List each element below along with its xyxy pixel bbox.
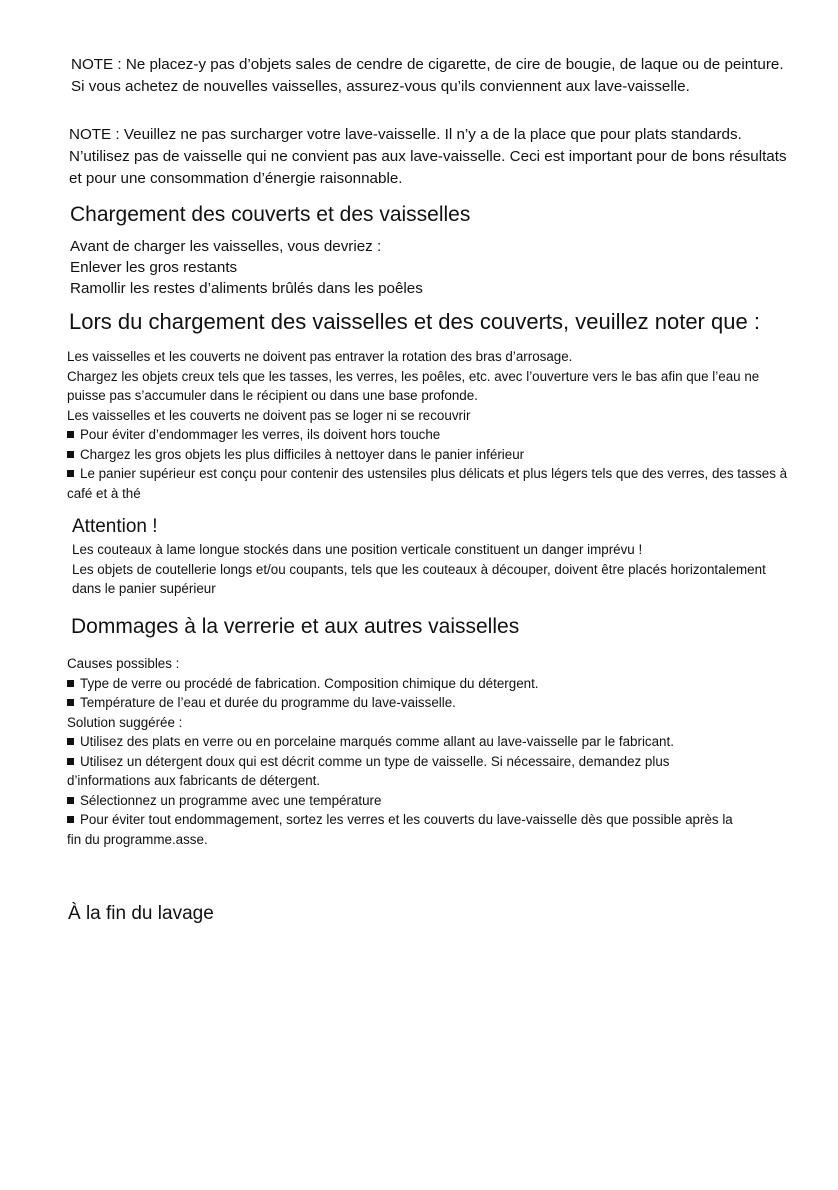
bullet-text: Le panier supérieur est conçu pour contenir des ustensiles plus délicats et plus légers tels que des verres, des tasses à café et à thé [67,466,788,501]
bullet-square-icon [67,699,74,706]
bullet-item [67,732,739,752]
bullet-text: Type de verre ou procédé de fabrication. Composition chimique du détergent. [80,675,539,691]
bullet-text: Utilisez un détergent doux qui est décrit comme un type de vaisselle. Si nécessaire, demandez plus d’informations aux fabricants de détergent. [67,753,670,788]
loading-line: Avant de charger les vaisselles, vous devriez : [70,238,382,255]
section-title-damage: Dommages à la verrerie et aux autres vaisselles [71,615,520,638]
solution-label: Solution suggérée : [67,714,183,730]
note-dirty-items: NOTE : Ne placez-y pas d’objets sales de cendre de cigarette, de cire de bougie, de laque ou de peinture. Si vous achetez de nouvelles vaisselles, assurez-vous qu’ils conviennent aux lave-vaisselle. [71,56,784,95]
loading-rules [67,347,799,503]
section-title-attention: Attention ! [72,516,158,537]
bullet-text: Pour éviter tout endommagement, sortez les verres et les couverts du lave-vaisselle dès que possible après la fin du programme.asse. [67,812,733,847]
bullet-square-icon [67,680,74,687]
bullet-square-icon [67,431,74,438]
bullet-text: Température de l’eau et durée du programme du lave-vaisselle. [80,695,456,710]
bullet-item [67,810,739,849]
bullet-text: Utilisez des plats en verre ou en porcelaine marqués comme allant au lave-vaisselle par le fabricant. [80,734,674,749]
rule-line: Les vaisselles et les couverts ne doivent pas se loger ni se recouvrir [67,407,471,423]
attention-line: Les objets de coutellerie longs et/ou coupants, tels que les couteaux à découper, doivent être placés horizontalement dans le panier supérieur [72,561,766,596]
bullet-square-icon [67,797,74,804]
section-title-end-of-wash: À la fin du lavage [68,903,214,924]
bullet-item [67,445,799,465]
section-title-notes-loading: Lors du chargement des vaisselles et des couverts, veuillez noter que : [69,309,760,334]
damage-text [67,654,739,849]
bullet-square-icon [67,470,74,477]
bullet-square-icon [67,451,74,458]
loading-line: Enlever les gros restants [70,259,238,276]
loading-instructions [70,236,770,299]
attention-line: Les couteaux à lame longue stockés dans une position verticale constituent un danger imprévu ! [72,542,643,557]
bullet-item [67,674,739,694]
bullet-text: Sélectionnez un programme avec une température [80,792,382,808]
bullet-item [67,693,739,713]
rule-line: Chargez les objets creux tels que les tasses, les verres, les poêles, etc. avec l’ouverture vers le bas afin que l’eau ne puisse pas s’accumuler dans le récipient ou dans une base profonde. [67,368,760,403]
causes-label: Causes possibles : [67,656,180,671]
bullet-item [67,752,739,791]
rule-line: Les vaisselles et les couverts ne doivent pas entraver la rotation des bras d’arrosage. [67,349,573,364]
note-overload: NOTE : Veuillez ne pas surcharger votre lave-vaisselle. Il n’y a de la place que pour plats standards. N’utilisez pas de vaisselle qui ne convient pas aux lave-vaisselle. Ceci est important pour de bons résultats et pour une consommation d’énergie raisonnable. [69,126,787,187]
section-title-loading: Chargement des couverts et des vaisselles [70,203,471,226]
bullet-square-icon [67,816,74,823]
bullet-square-icon [67,758,74,765]
bullet-square-icon [67,738,74,745]
attention-text [72,540,792,599]
bullet-text: Chargez les gros objets les plus difficiles à nettoyer dans le panier inférieur [80,446,525,462]
bullet-text: Pour éviter d’endommager les verres, ils doivent hors touche [80,427,441,442]
loading-line: Ramollir les restes d’aliments brûlés dans les poêles [70,280,423,297]
bullet-item [67,791,739,811]
bullet-item [67,464,799,503]
bullet-item [67,425,799,445]
